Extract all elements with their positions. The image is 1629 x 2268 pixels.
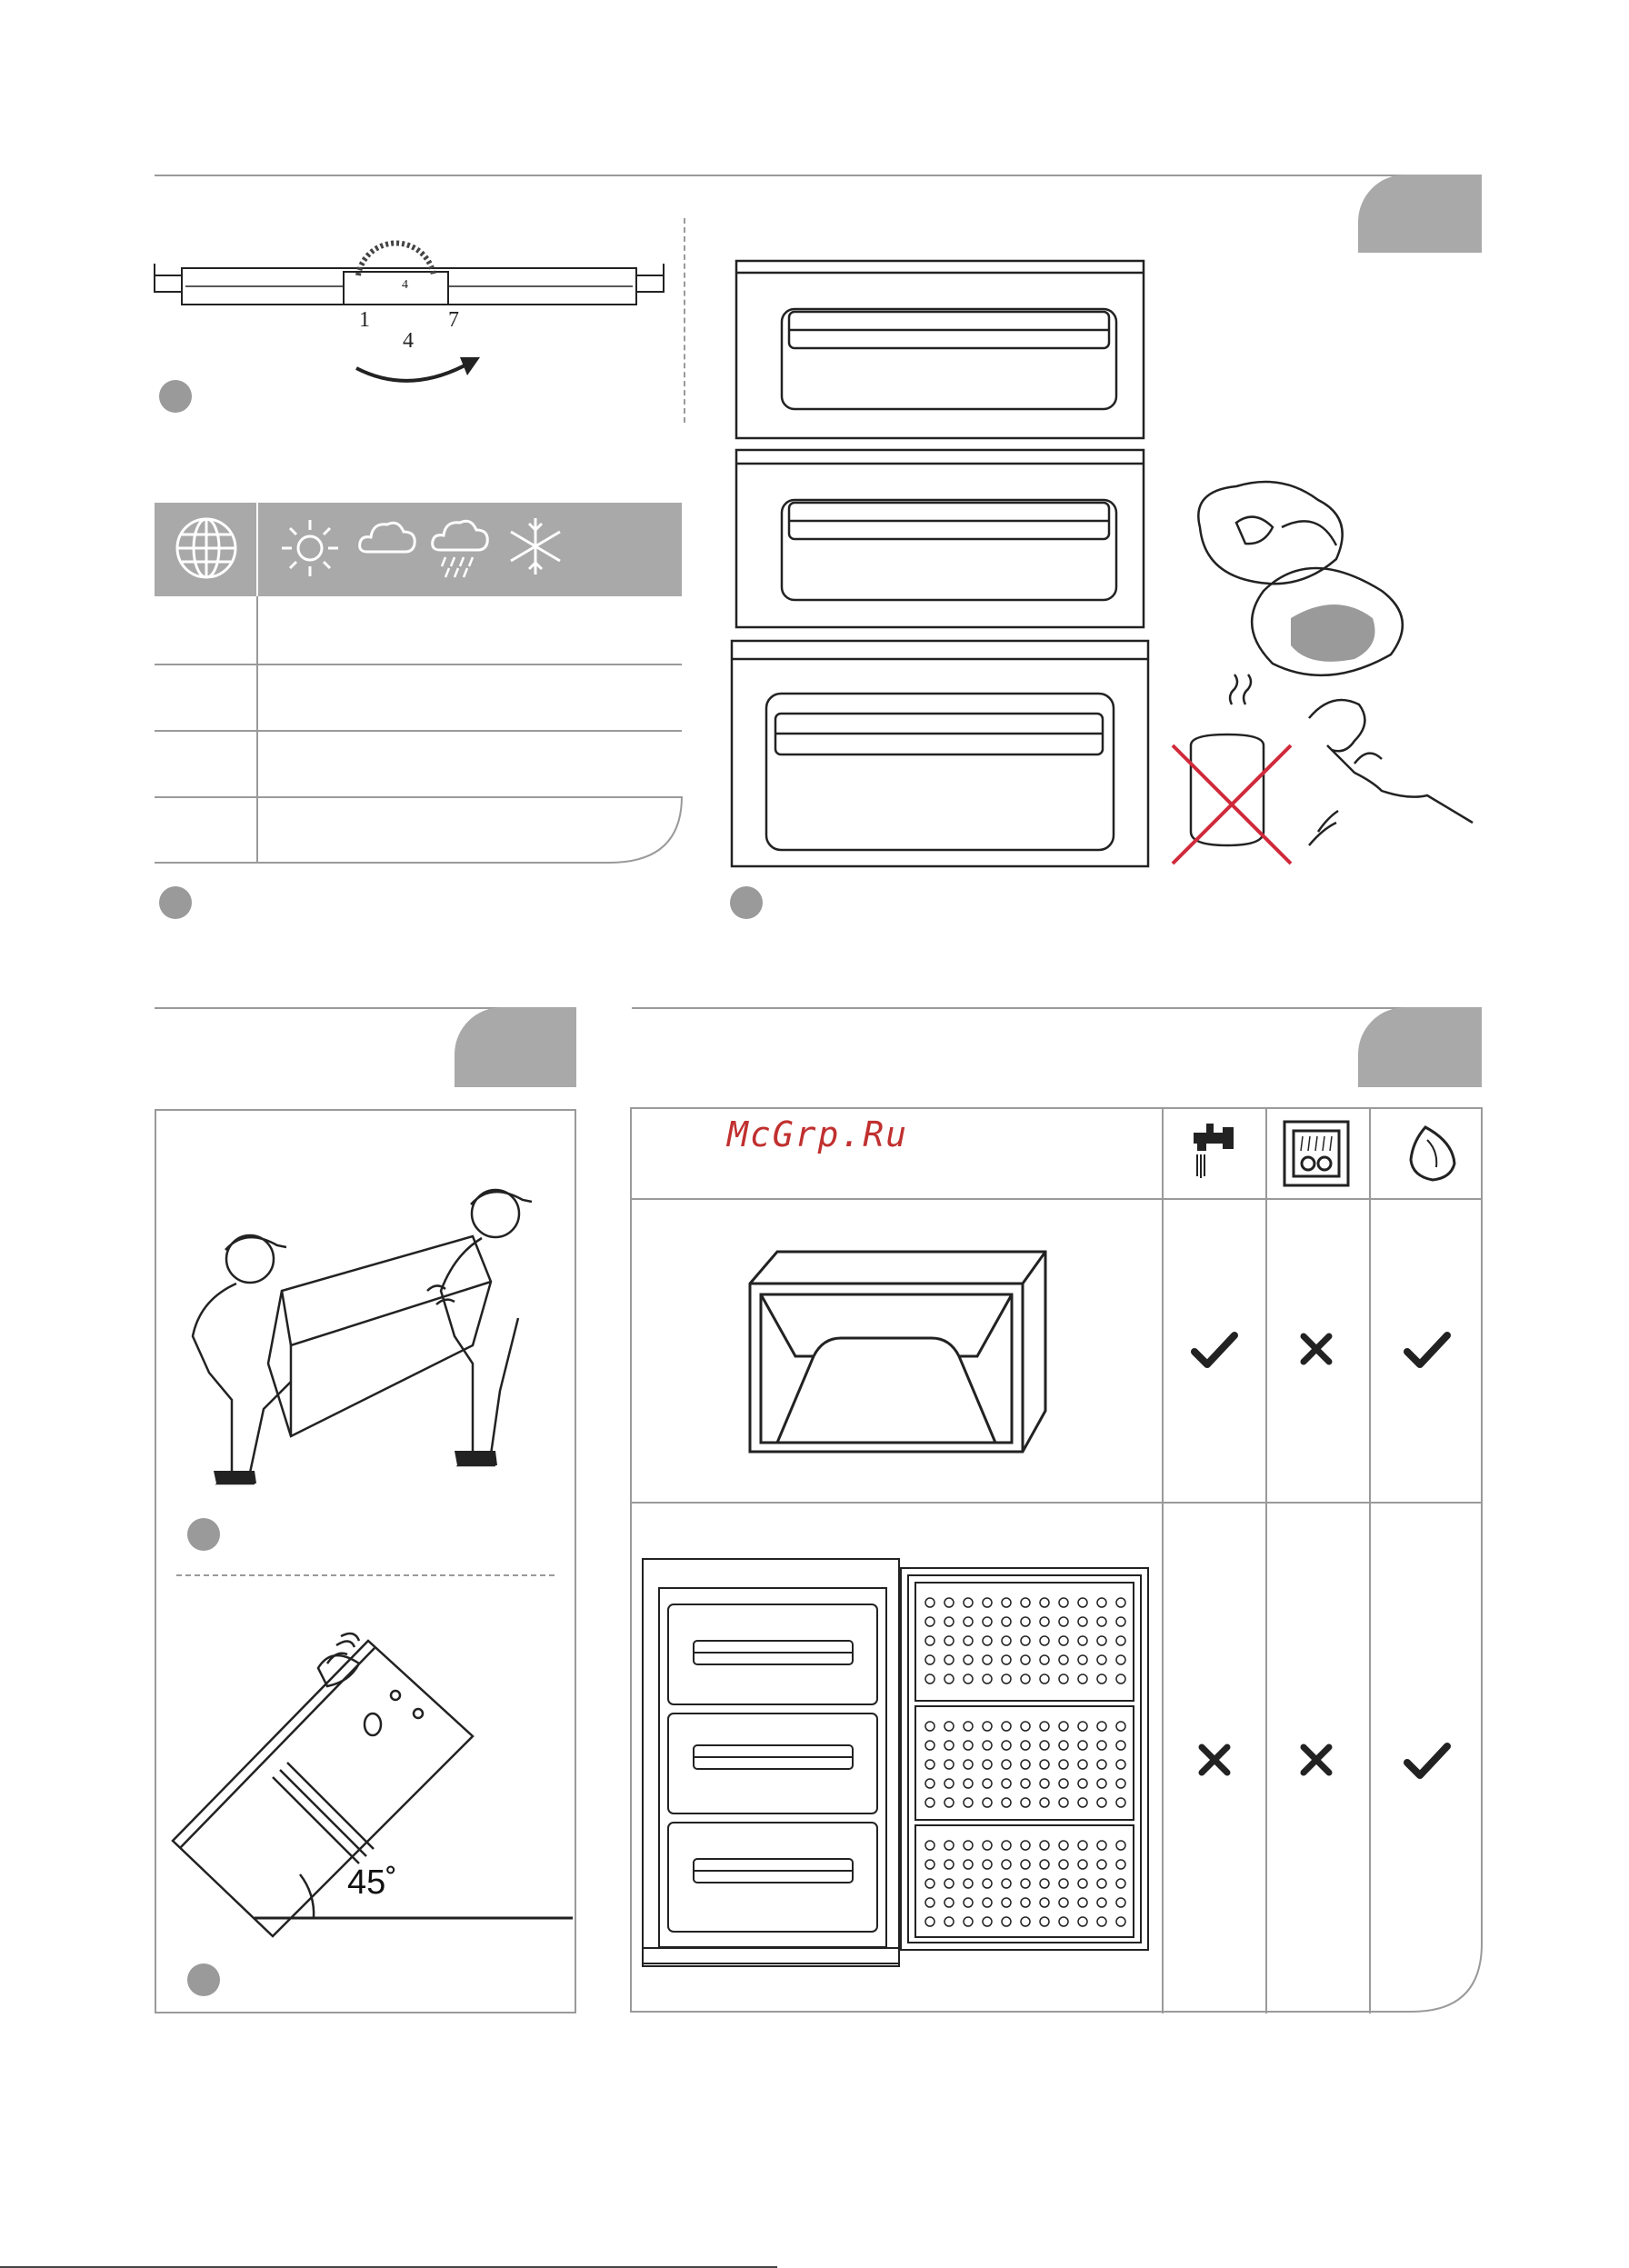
freezer-door-dot xyxy=(1097,1841,1106,1850)
freezer-door-dot xyxy=(944,1898,954,1907)
dial-label-max: 7 xyxy=(448,308,459,332)
drawers-illustration xyxy=(730,259,1148,868)
freezer-door-dot xyxy=(1040,1917,1049,1926)
freezer-door-dot xyxy=(964,1917,973,1926)
section-tab-bottom-right xyxy=(1358,1007,1482,1087)
freezer-door-dot xyxy=(1002,1760,1011,1769)
freezer-door-dot xyxy=(964,1798,973,1807)
freezer-door-dot xyxy=(1021,1798,1030,1807)
step-marker-2 xyxy=(159,886,192,919)
freezer-door-dot xyxy=(1116,1779,1125,1788)
freezer-door-dot xyxy=(964,1879,973,1888)
freezer-door-dot xyxy=(1002,1841,1011,1850)
dial-center-mark: 4 xyxy=(402,278,408,292)
freezer-door-dot xyxy=(925,1779,934,1788)
freezer-door-dot xyxy=(964,1741,973,1750)
freezer-door-dot xyxy=(964,1760,973,1769)
freezer-door-dot xyxy=(1116,1898,1125,1907)
freezer-door-dot xyxy=(1059,1798,1068,1807)
tilt-angle-label: 45˚ xyxy=(347,1863,397,1902)
freezer-door-dot xyxy=(964,1655,973,1664)
transport-divider xyxy=(176,1574,555,1576)
freezer-door-dot xyxy=(1021,1879,1030,1888)
freezer-door-dot xyxy=(944,1674,954,1684)
climate-row-2 xyxy=(155,730,682,732)
section-tab-bottom-left xyxy=(455,1007,576,1087)
freezer-door-dot xyxy=(983,1879,992,1888)
freezer-door-dot xyxy=(1116,1674,1125,1684)
freezer-door-dot xyxy=(1078,1779,1087,1788)
freezer-door-dot xyxy=(983,1860,992,1869)
dial-label-mid: 4 xyxy=(403,329,414,353)
divider-top xyxy=(684,218,685,423)
freezer-door-dot xyxy=(1040,1898,1049,1907)
freezer-door-dot xyxy=(1040,1798,1049,1807)
freezer-door-dot xyxy=(1059,1760,1068,1769)
freezer-door-dot xyxy=(925,1636,934,1645)
freezer-door-dot xyxy=(1097,1879,1106,1888)
freezer-door-dot xyxy=(1116,1741,1125,1750)
dial-label-min: 1 xyxy=(359,308,370,332)
freezer-door-dot xyxy=(1116,1879,1125,1888)
step-marker-5 xyxy=(187,1963,220,1996)
freezer-door-dot xyxy=(1002,1722,1011,1731)
freezer-door-dot xyxy=(1097,1917,1106,1926)
mark-row1-dishwasher xyxy=(1300,1333,1333,1365)
faucet-icon xyxy=(1186,1120,1241,1184)
freezer-door-dot xyxy=(944,1741,954,1750)
freezer-door-dot xyxy=(983,1917,992,1926)
freezer-door-dot xyxy=(1078,1674,1087,1684)
freezer-door-dot xyxy=(1097,1617,1106,1626)
freezer-door-dot xyxy=(1116,1760,1125,1769)
step-marker-1 xyxy=(159,380,192,413)
freezer-door-dot xyxy=(1040,1860,1049,1869)
cleaning-row-line xyxy=(632,1502,1482,1504)
freezer-door-dot xyxy=(1116,1798,1125,1807)
freezer-door-dot xyxy=(1059,1741,1068,1750)
section-tab-top xyxy=(1358,175,1482,253)
freezer-door-dot xyxy=(1116,1617,1125,1626)
freezer-door-dot xyxy=(1002,1779,1011,1788)
freezer-door-dot xyxy=(1059,1636,1068,1645)
freezer-door-dot xyxy=(1059,1655,1068,1664)
freezer-door-dot xyxy=(1040,1598,1049,1607)
freezer-door-dot xyxy=(964,1598,973,1607)
freezer-door-dot xyxy=(1002,1798,1011,1807)
freezer-door-dot xyxy=(1040,1655,1049,1664)
freezer-door-dot xyxy=(1059,1917,1068,1926)
freezer-door-dot xyxy=(925,1898,934,1907)
freezer-door-dot xyxy=(1040,1674,1049,1684)
freezer-door-dot xyxy=(983,1841,992,1850)
freezer-door-dot xyxy=(983,1674,992,1684)
freezer-door-dot xyxy=(1040,1841,1049,1850)
freezer-door-dot xyxy=(1116,1917,1125,1926)
freezer-door-dot xyxy=(925,1598,934,1607)
cleaning-col-3 xyxy=(1369,1109,1371,2013)
freezer-door-dot xyxy=(944,1860,954,1869)
cleaning-col-2 xyxy=(1265,1109,1267,2013)
freezer-door-dot xyxy=(1097,1860,1106,1869)
freezer-door-dot xyxy=(1097,1674,1106,1684)
freezer-door-dot xyxy=(944,1598,954,1607)
sun-icon xyxy=(280,518,340,578)
freezer-door-dots xyxy=(925,1598,1125,1926)
freezer-door-dot xyxy=(944,1636,954,1645)
cleaning-col-1 xyxy=(1162,1109,1164,2013)
freezer-door-dot xyxy=(1021,1617,1030,1626)
freezer-door-dot xyxy=(1021,1760,1030,1769)
freezer-door-dot xyxy=(1002,1860,1011,1869)
mark-row2-dishwasher xyxy=(1300,1743,1333,1776)
freezer-door-dot xyxy=(1078,1798,1087,1807)
freezer-door-dot xyxy=(1002,1741,1011,1750)
step-marker-3 xyxy=(730,886,763,919)
freezer-door-dot xyxy=(1021,1860,1030,1869)
freezer-door-dot xyxy=(983,1655,992,1664)
freezer-door-dot xyxy=(983,1636,992,1645)
freezer-door-dot xyxy=(1021,1841,1030,1850)
freezer-door-dot xyxy=(1002,1598,1011,1607)
freezer-door-dot xyxy=(983,1798,992,1807)
freezer-door-dot xyxy=(925,1860,934,1869)
freezer-door-dot xyxy=(964,1722,973,1731)
freezer-door-dot xyxy=(1021,1898,1030,1907)
freezer-door-dot xyxy=(1040,1722,1049,1731)
freezer-door-dot xyxy=(983,1741,992,1750)
freezer-door-dot xyxy=(1078,1636,1087,1645)
freezer-door-dot xyxy=(1097,1898,1106,1907)
freezer-door-dot xyxy=(925,1741,934,1750)
freezer-door-dot xyxy=(1116,1841,1125,1850)
freezer-door-dot xyxy=(944,1841,954,1850)
freezer-door-dot xyxy=(1002,1879,1011,1888)
freezer-door-dot xyxy=(1078,1741,1087,1750)
freezer-door-dot xyxy=(964,1779,973,1788)
snowflake-icon xyxy=(505,516,565,576)
freezer-door-dot xyxy=(1097,1741,1106,1750)
freezer-door-dot xyxy=(1059,1898,1068,1907)
freezer-door-dot xyxy=(925,1917,934,1926)
mark-row2-cloth xyxy=(1404,1741,1451,1779)
freezer-door-dot xyxy=(925,1655,934,1664)
freezer-door-dot xyxy=(1116,1722,1125,1731)
freezer-door-dot xyxy=(925,1674,934,1684)
freezer-door-dot xyxy=(944,1917,954,1926)
climate-row-1 xyxy=(155,664,682,665)
freezer-door-dot xyxy=(1059,1617,1068,1626)
freezer-door-dot xyxy=(1040,1879,1049,1888)
freezer-door-dot xyxy=(1002,1655,1011,1664)
cloth-icon xyxy=(1407,1124,1458,1184)
globe-icon xyxy=(175,516,238,580)
freezer-door-dot xyxy=(964,1841,973,1850)
freezer-door-dot xyxy=(1059,1879,1068,1888)
freezer-door-dot xyxy=(1040,1760,1049,1769)
freezer-door-dot xyxy=(964,1636,973,1645)
cloud-icon xyxy=(356,514,420,559)
freezer-door-dot xyxy=(1078,1760,1087,1769)
freezer-door-dot xyxy=(1078,1879,1087,1888)
freezer-door-dot xyxy=(944,1617,954,1626)
freezer-door-dot xyxy=(925,1798,934,1807)
freezer-door-dot xyxy=(983,1617,992,1626)
watermark: McGrp.Ru xyxy=(727,1114,909,1154)
freezer-door-dot xyxy=(983,1779,992,1788)
dishwasher-icon xyxy=(1283,1120,1350,1187)
freezer-door-dot xyxy=(925,1722,934,1731)
top-rule xyxy=(155,175,1482,176)
freezer-door-dot xyxy=(1002,1674,1011,1684)
freezer-door-dot xyxy=(1116,1860,1125,1869)
cleaning-header-line xyxy=(632,1198,1482,1200)
freezer-door-dot xyxy=(1021,1779,1030,1788)
freezer-door-dot xyxy=(1116,1655,1125,1664)
freezer-door-dot xyxy=(944,1779,954,1788)
arrow-right-icon xyxy=(355,350,482,395)
bottom-right-rule xyxy=(632,1007,1482,1009)
freezer-door-dot xyxy=(983,1760,992,1769)
freezer-door-dot xyxy=(1078,1898,1087,1907)
freezer-door-dot xyxy=(1040,1779,1049,1788)
freezer-door-dot xyxy=(983,1598,992,1607)
freezer-door-dot xyxy=(1078,1917,1087,1926)
freezer-door-dot xyxy=(964,1898,973,1907)
freezer-door-dot xyxy=(1040,1636,1049,1645)
freezer-door-dot xyxy=(1078,1841,1087,1850)
freezer-door-dot xyxy=(1002,1917,1011,1926)
freezer-door-dot xyxy=(1078,1617,1087,1626)
freezer-door-dot xyxy=(925,1617,934,1626)
freezer-door-dot xyxy=(1078,1722,1087,1731)
freezer-door-dot xyxy=(1059,1860,1068,1869)
rain-icon xyxy=(429,514,493,582)
freezer-door-dot xyxy=(1040,1617,1049,1626)
freezer-door-dot xyxy=(964,1617,973,1626)
freezer-door-dot xyxy=(925,1879,934,1888)
freezer-door-dot xyxy=(1059,1841,1068,1850)
mark-row1-cloth xyxy=(1404,1330,1451,1368)
freezer-door-dot xyxy=(1097,1779,1106,1788)
freezer-door-dot xyxy=(1097,1655,1106,1664)
freezer-door-dot xyxy=(1078,1598,1087,1607)
freezer-door-dot xyxy=(1059,1779,1068,1788)
freezer-door-dot xyxy=(1078,1860,1087,1869)
mark-row1-faucet xyxy=(1191,1330,1238,1368)
freezer-door-dot xyxy=(1021,1917,1030,1926)
freezer-door-dot xyxy=(1021,1722,1030,1731)
freezer-door-dot xyxy=(983,1722,992,1731)
freezer-door-dot xyxy=(1021,1674,1030,1684)
freezer-interior-illustration xyxy=(641,1550,1154,1973)
movers-illustration xyxy=(182,1182,545,1491)
freezer-door-dot xyxy=(944,1798,954,1807)
freezer-door-dot xyxy=(1040,1741,1049,1750)
freezer-door-dot xyxy=(1097,1760,1106,1769)
freezer-door-dot xyxy=(1021,1741,1030,1750)
freezer-door-dot xyxy=(1002,1636,1011,1645)
freezer-door-dot xyxy=(1059,1722,1068,1731)
drawer-front-illustration xyxy=(741,1247,1050,1456)
freezer-door-dot xyxy=(944,1760,954,1769)
freezer-door-dot xyxy=(964,1674,973,1684)
mark-row2-faucet xyxy=(1198,1743,1231,1776)
freezer-door-dot xyxy=(1021,1636,1030,1645)
freezer-door-dot xyxy=(925,1760,934,1769)
freezer-door-dot xyxy=(1116,1598,1125,1607)
freezer-door-dot xyxy=(1097,1598,1106,1607)
freezer-door-dot xyxy=(964,1860,973,1869)
freezer-door-dot xyxy=(1021,1598,1030,1607)
freezer-door-dot xyxy=(1021,1655,1030,1664)
freezer-door-dot xyxy=(944,1879,954,1888)
freezer-door-dot xyxy=(1116,1636,1125,1645)
freezer-door-dot xyxy=(1002,1898,1011,1907)
freezer-door-dot xyxy=(1059,1674,1068,1684)
freezer-door-dot xyxy=(1097,1798,1106,1807)
freezer-door-dot xyxy=(1097,1636,1106,1645)
climate-table-frame xyxy=(155,796,684,865)
freezer-door-dot xyxy=(1002,1617,1011,1626)
freezer-door-dot xyxy=(944,1722,954,1731)
freezer-door-dot xyxy=(925,1841,934,1850)
freezer-door-dot xyxy=(1059,1598,1068,1607)
freezer-door-dot xyxy=(1097,1722,1106,1731)
freezer-door-dot xyxy=(1078,1655,1087,1664)
food-illustration xyxy=(1173,473,1482,873)
step-marker-4 xyxy=(187,1518,220,1551)
freezer-door-dot xyxy=(983,1898,992,1907)
freezer-door-dot xyxy=(944,1655,954,1664)
